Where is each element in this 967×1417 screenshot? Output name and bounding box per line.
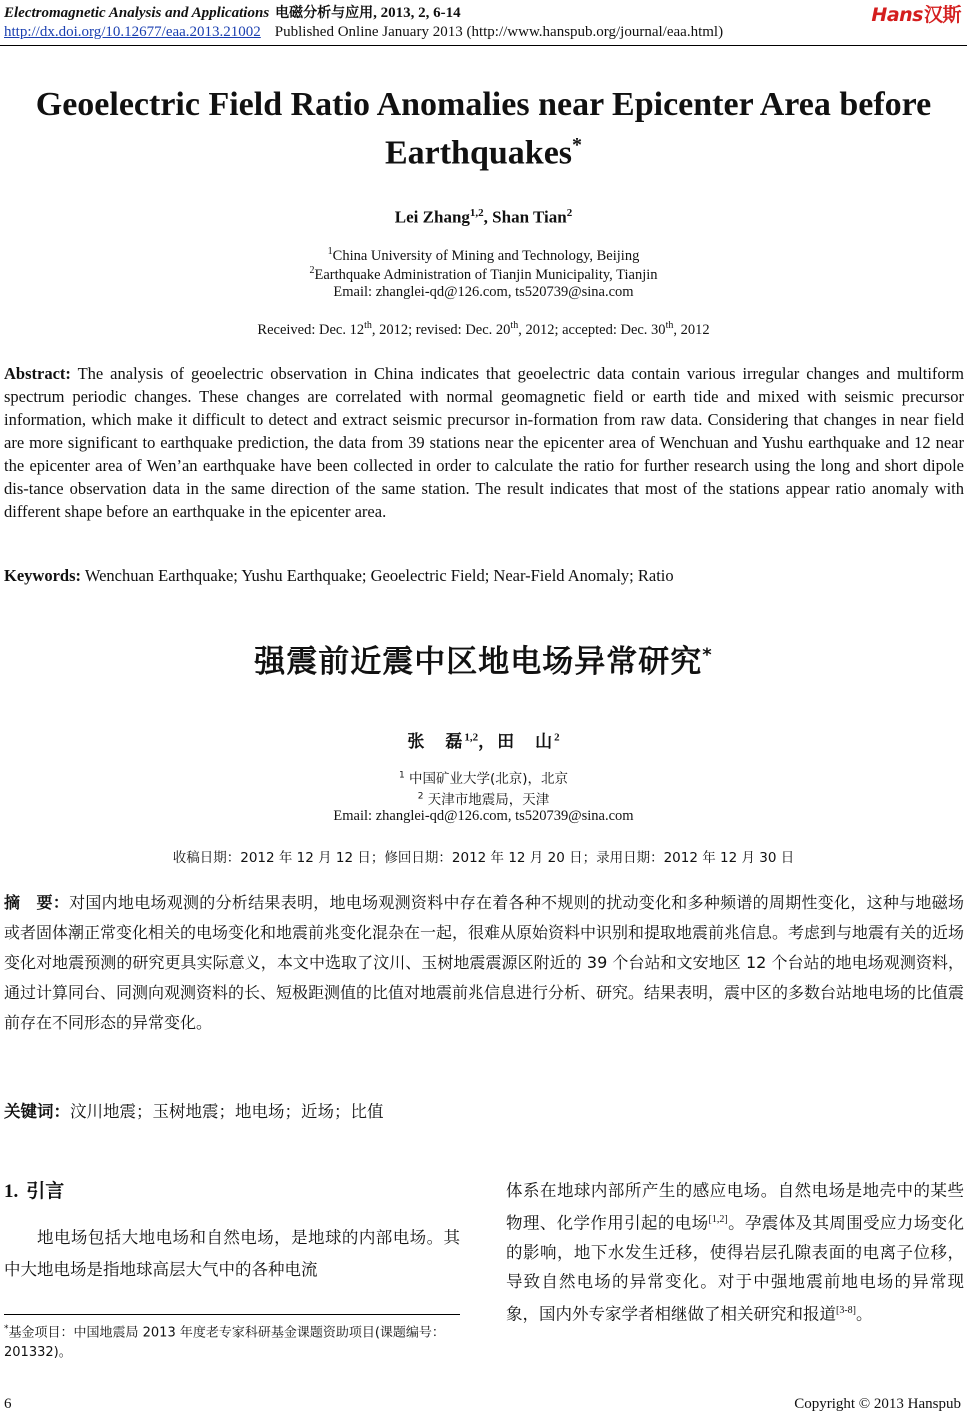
abstract-text: The analysis of geoelectric observation in China indicates that geoelectric data contain various irregular changes and multiform spectrum periodic changes. These changes are correlated with normal geomagnetic field or earth tide and mixed with seismic precursor information, which make it difficult to detect and extract seismic precursor in-formation from raw data. Considering that changes in near field are more significant to earthquake prediction, the data from 39 stations near the epicenter area of Wenchuan and Yushu earthquake and 12 near the epicenter area of Wen’an earthquake have been collected in order to calculate the ratio for further research using the long and short dipole dis-tance observation data in the same direction of the same station. The result indicates that most of the stations appear ratio anomaly with different shape before an earthquake in the epicenter area.: [4, 364, 964, 521]
footnote-divider: [4, 1314, 460, 1315]
abstract-cn-label: 摘 要：: [4, 893, 70, 912]
right-text-1: 体系在地球内部所产生的感应电场。自然电场是地壳中的某些物理、化学作用引起的电场: [506, 1181, 964, 1233]
author-1-cn-affil: 1,2: [464, 731, 479, 744]
affiliation-1: [0, 246, 967, 265]
author-separator: ,: [483, 207, 493, 227]
right-column-paragraph: [506, 1176, 964, 1328]
abstract: [4, 362, 964, 523]
author-email-cn: Email: zhanglei-qd@126.com, ts520739@sina.com: [333, 808, 634, 824]
doi-line: [4, 24, 723, 41]
journal-name: Electromagnetic Analysis and Applications: [4, 5, 270, 21]
author-2: Shan Tian: [492, 207, 567, 227]
section-title: 引言: [26, 1180, 65, 1202]
affiliation-1-text: China University of Mining and Technology, Beijing: [332, 247, 640, 264]
funding-footnote: [4, 1319, 460, 1363]
left-column-paragraph: 地电场包括大地电场和自然电场，是地球的内部电场。其中大地电场是指地球高层大气中的各种电流: [4, 1228, 460, 1279]
received-sup-3: th: [665, 320, 674, 331]
title-line-1: Geoelectric Field Ratio Anomalies near Epicenter Area before: [35, 86, 932, 123]
received-part-2: , 2012; revised: Dec. 20: [371, 321, 511, 338]
abstract-label: Abstract:: [4, 364, 71, 383]
affiliation-1-cn: [0, 767, 967, 787]
keywords-cn-label: 关键词：: [4, 1102, 70, 1121]
keywords-label: Keywords:: [4, 566, 81, 585]
author-list-cn: [0, 727, 967, 752]
keywords: [4, 566, 964, 586]
affiliation-2-num: 2: [309, 265, 315, 276]
author-2-cn: 田 山: [497, 732, 555, 752]
affiliation-2-cn-num: 2: [417, 791, 424, 802]
header-divider: [0, 45, 967, 46]
paper-title: [0, 84, 967, 173]
copyright-notice: Copyright © 2013 Hanspub: [794, 1396, 961, 1412]
abstract-cn: [4, 888, 964, 1038]
journal-name-cn: 电磁分析与应用: [275, 5, 374, 21]
author-2-affil: 2: [566, 207, 573, 219]
journal-header: [4, 2, 461, 22]
keywords-cn: [4, 1098, 964, 1122]
title-line-2: Earthquakes: [384, 134, 573, 172]
affiliation-1-cn-num: 1: [398, 770, 405, 781]
journal-volume: , 2013, 2, 6-14: [373, 5, 461, 21]
received-sup-1: th: [364, 320, 372, 331]
received-dates: [0, 320, 967, 339]
author-list: [0, 207, 967, 228]
affiliation-2-cn-text: 天津市地震局，天津: [427, 792, 550, 808]
logo-cn: 汉斯: [923, 4, 961, 26]
keywords-cn-text: 汶川地震；玉树地震；地电场；近场；比值: [70, 1102, 384, 1121]
keywords-text: Wenchuan Earthquake; Yushu Earthquake; Geoelectric Field; Near-Field Anomaly; Ratio: [84, 566, 674, 585]
affiliation-1-num: 1: [327, 246, 333, 257]
published-info: Published Online January 2013 (http://www.hanspub.org/journal/eaa.html): [274, 24, 724, 40]
right-text-3: 。: [856, 1304, 873, 1323]
affiliation-2-cn: [0, 788, 967, 808]
section-number: 1.: [4, 1181, 19, 1202]
author-1: Lei Zhang: [394, 207, 470, 227]
title-cn-text: 强震前近震中区地电场异常研究: [254, 644, 703, 680]
hanspub-logo: [871, 0, 961, 27]
citation-ref-2[interactable]: [3-8]: [836, 1304, 856, 1316]
logo-latin: Hans: [871, 4, 923, 26]
author-2-cn-affil: 2: [554, 731, 560, 744]
title-cn-footnote-mark: *: [702, 644, 713, 666]
received-part-3: , 2012; accepted: Dec. 30: [518, 321, 666, 338]
right-text-2: 。孕震体及其周围受应力场变化的影响，地下水发生迁移，使得岩层孔隙表面的电离子位移，导致自然电场的异常变化。对于中强地震前地电场的异常现象，国内外专家学者相继做了相关研究和报道: [506, 1213, 965, 1323]
affiliation-1-cn-text: 中国矿业大学(北京)，北京: [408, 771, 569, 787]
section-heading: [4, 1176, 64, 1203]
footnote-text: 基金项目：中国地震局 2013 年度老专家科研基金课题资助项目(课题编号：201332)。: [4, 1325, 445, 1361]
author-1-cn: 张 磊: [407, 732, 465, 752]
author-separator-cn: ，: [478, 732, 498, 752]
abstract-cn-text: 对国内地电场观测的分析结果表明，地电场观测资料中存在着各种不规则的扰动变化和多种频谱的周期性变化，这种与地磁场或者固体潮正常变化相关的电场变化和地震前兆变化混杂在一起，很难从原始资料中识别和提取地震前兆信息。考虑到与地震有关的近场变化对地震预测的研究更具实际意义，本文中选取了汶川、玉树地震震源区附近的 39 个台站和文安地区 12 个台站的地电场观测资料，通过计算同台、同测向观测资料的长、短极距测值的比值对地震前兆信息进行分析、研究。结果表明，震中区的多数台站地电场的比值震前存在不同形态的异常变化。: [4, 893, 965, 1032]
received-sup-2: th: [510, 320, 519, 331]
paper-title-cn: [0, 636, 967, 681]
author-email: Email: zhanglei-qd@126.com, ts520739@sina.com: [333, 284, 634, 300]
page-number: 6: [4, 1396, 12, 1412]
title-footnote-mark: *: [572, 134, 583, 156]
affiliation-2: [0, 265, 967, 284]
citation-ref-1[interactable]: [1,2]: [708, 1214, 728, 1225]
author-1-affil: 1,2: [469, 207, 484, 219]
doi-link[interactable]: http://dx.doi.org/10.12677/eaa.2013.21002: [4, 24, 261, 40]
affiliation-2-text: Earthquake Administration of Tianjin Municipality, Tianjin: [314, 266, 658, 283]
footnote-mark: *: [4, 1324, 9, 1334]
received-part-1: Received: Dec. 12: [257, 321, 365, 338]
received-part-4: , 2012: [673, 321, 710, 338]
received-dates-cn: 收稿日期：2012 年 12 月 12 日；修回日期：2012 年 12 月 20 日；录用日期：2012 年 12 月 30 日: [172, 850, 795, 866]
